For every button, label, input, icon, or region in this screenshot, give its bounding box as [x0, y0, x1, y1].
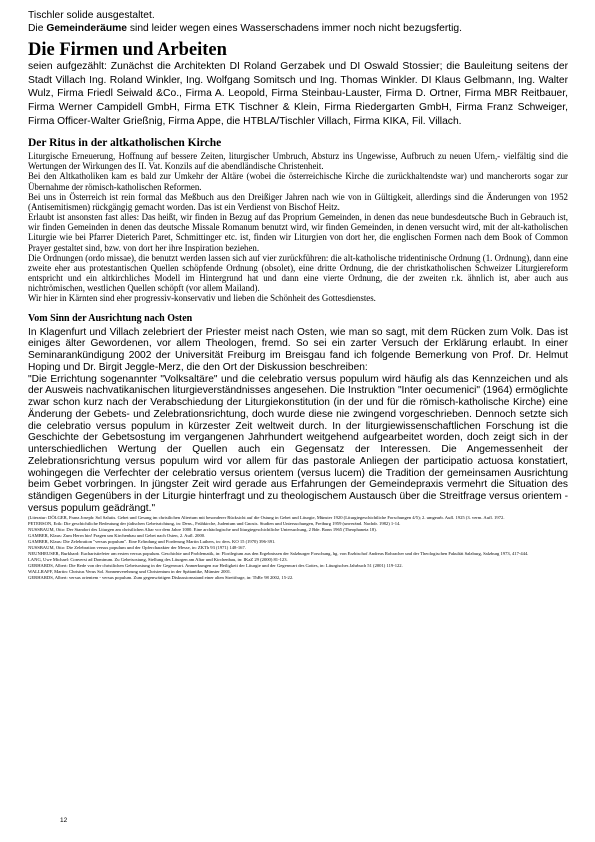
firms-heading: Die Firmen und Arbeiten	[28, 40, 227, 61]
ritus-heading: Der Ritus in der altkatholischen Kirche	[28, 137, 222, 150]
document-page	[28, 10, 568, 581]
page-number: 12	[60, 817, 68, 824]
intro-line-2-bold: Gemeinderäume	[46, 22, 128, 34]
ritus-paragraph: Liturgische Erneuerung, Hoffnung auf bessere Zeiten, liturgischer Umbruch, Absturz ins Ungewisse, Aufbruch zu neuen Ufern,- vielfältig sind die Wertungen der Wirkungen des II. Vat. Konzils auf die abendländische Christenheit.	[28, 151, 568, 172]
intro-line-2	[28, 23, 568, 36]
ritus-paragraph: Wir hier in Kärnten sind eher progressiv-konservativ und lieben die Schönheit des Gottesdienstes.	[28, 293, 376, 304]
reference-item: GERHARDS, Albert: Die Rede von der christlichen Gebetsostung in der Gegenwart. Anmerkungen zur Heiligkeit der Liturgie und der Gegenwart des Gottes, in: Liturgisches Jahrbuch 51 (2001) 119-122.	[28, 562, 403, 568]
ritus-paragraph: Bei den Altkatholiken kam es bald zur Umkehr der Altäre (wobei die österreichische Kirche die zurückhaltendste war) und mancherorts sogar zur Übernahme der römisch-katholischen Reformen.	[28, 171, 568, 192]
firms-text: seien aufgezählt: Zunächst die Architekten DI Roland Gerzabek und DI Oswald Stossier; die Bauleitung seitens der Stadt Villach Ing. Roland Winkler, Ing. Wolfgang Somitsch und Ing. Thomas Winkler. DI Klaus Gelbmann, Ing. Walter Wulz, Firma Friedl Seiwald &Co., Firma A. Leopold, Firma Steinbau-Lauster, Firma D. Ortner, Firma MBR Reitbauer, Firma Werner Campidell GmbH, Firma ETK Tischner & Klein, Firma Riedergarten GmbH, Firma Franz Schweiger, Firma Officer-Walter Grießnig, Firma Appe, die HTBLA/Tischler Villach, Firma KIKA, Fil. Villach.	[28, 61, 568, 127]
reference-item: NUSSBAUM, Otto: Der Standort des Liturgen am christlichen Altar vor dem Jahre 1000. Eine archäologische und liturgiegeschichtliche Untersuchung, 2 Bde. Bonn 1965 (Theophaneia 18).	[28, 526, 377, 532]
reference-item: GAMBER, Klaus: Zum Herrn hin! Fragen um Kirchenbau und Gebet nach Osten, 2. Aufl. 2000.	[28, 532, 206, 538]
reference-item: GAMBER, Klaus: Die Zelebration "versus populum". Eine Erfindung und Forderung Martin Luthers, in: ders. KO 15 (1970) 396-391.	[28, 538, 276, 544]
reference-item: LANG, Uwe Michael: Conversi ad Dominum. Zu Gebetsostung, Stellung des Liturgen am Altar und Kirchenbau, in: IKaZ 29 (2000) 81-123.	[28, 556, 288, 562]
ritus-paragraph: Die Ordnungen (ordo missae), die benutzt werden lassen sich auf vier zurückführen: die alt-katholische tridentinische Ordnung (1. Ordnung), dann eine zweite eher aus protestantischen Quellen schöpfende Ordnung (obsolet), eine dritte Ordnung, die der christkatholischen Schweizer Liturgiereform entspricht und ein altkirchliches Modell im Hintergrund hat und dann eine vierte Ordnung, die der zweiten r.k. ähnlich ist, aber auch aus nichtrömischen, westlichen Quellen schöpft (vor allem Mailand).	[28, 252, 568, 294]
osten-quote: "Die Errichtung sogenannter "Volksaltäre" und die celebratio versus populum wird häufig als das Kennzeichen und als der Ausweis nachvatikanischen liturgieverständnisses angesehen. Die Instruktion "Inter oecumenici" (1964) ermöglichte zwar schon kurz nach der Verabschiedung der Liturgiekonstitution (in der und für die römisch-katholische Kirche) eine Änderung der Gebets- und Zelebrationsrichtung, doch wurde diese nie zwingend vorgeschrieben. Dennoch setzte sich die celebratio versus populum in kürzester Zeit weltweit durch. In der liturgiewissenschaftlichen Forschung ist die Geschichte der Gebetsostung im vergangenen Jahrhundert weitgehend aufgearbeitet worden, doch zeigt sich in der unterschiedlichen Wertung der Quellen auch ein Gegensatz der Interessen. Die Angemessenheit der Zelebrationsrichtung versus populum wird vor allem für das pastorale Anliegen der participatio actuosa konstatiert, wohingegen die Verfechter der celebratio versus orientem (versus lucem) die Tradition der gemeinsamen Ausrichtung beim Gebet vorbringen. In jüngster Zeit wird gerade aus Erfahrungen der Gemeindepraxis vermehrt die Situation des ständigen Gegenübers in der Liturgie hinterfragt und zu theologischem Austausch über die Streitfrage versus orientem - versus populum geädrängt."	[28, 373, 568, 514]
reference-item: PETERSON, Erik: Die geschichtliche Bedeutung der jüdischen Gebetsrichtung, in: Dens., Frühkirche, Judentum und Gnosis. Studien und Untersuchungen, Freiburg 1959 (unveränd. Nachdr. 1982) 1-14.	[28, 520, 401, 526]
references	[28, 515, 568, 582]
reference-item: NUSSBAUM, Otto: Die Zelebration versus populum und der Opfercharakter der Messe, in: ZKTh 93 (1971) 148-167.	[28, 544, 246, 550]
osten-paragraph: In Klagenfurt und Villach zelebriert der Priester meist nach Osten, wie man so sagt, mit dem Rücken zum Volk. Das ist einiges älter Gewordenen, vor allem Theologen, fremd. So sei ein zarter Versuch der Erklärung erlaubt. In einer Seminarankündigung 2002 der Universität Freiburg im Breisgau fand ich folgende Bemerkung von Prof. Dr. Helmut Hoping und Dr. Birgit Jeggle-Merz, die den Ort der Diskussion beschreiben:	[28, 326, 568, 373]
osten-heading: Vom Sinn der Ausrichtung nach Osten	[28, 312, 193, 324]
ritus-paragraph: Bei uns in Österreich ist rein formal das Meßbuch aus den Dreißiger Jahren nach wie von in Gültigkeit, allerdings sind die Änderungen von 1952 (Antisemitismen) rückgängig gemacht worden. Das ist ein Verdienst von Bischof Heitz.	[28, 191, 568, 212]
ritus-paragraph: Erlaubt ist ansonsten fast alles: Das heißt, wir finden in Bezug auf das Proprium Gemeinden, in denen das neue bundesdeutsche Buch in Gebrauch ist, wir finden Gemeinden in denen das deutsche Missale Romanum benutzt wird, wir finden Gemeinden, in denen versucht wird, mit der alt-katholischen Liturgie wie bei Pfarrer Dieterich Paret, Schmittinger etc. ist, finden wir Liturgien von dort her, die englischen Formen nach dem Book of Common Prayer gestaltet sind, bzw. von dort her ihre Inspiration beziehen.	[28, 212, 568, 253]
reference-item: NEUNHEUSER, Burkhard: Eucharistiefeier am ersten versus populum. Geschichte und Problematik, in: Florilegium aus den Ergebnissen der Salzburger Forschung, hg. von Erzbischof Andreas Rohracher und der Theologischen Fakultät Salzburg, Salzburg 1973, 417-444.	[28, 550, 529, 556]
osten-section	[28, 327, 568, 515]
intro-line-2-prefix: Die	[28, 22, 47, 34]
reference-item: GERHARDS, Albert: versus orientem - versus populum. Zum gegenwärtigen Diskussionsstand einer alten Streitfrage, in: ThRv 98 2002, 15-22.	[28, 574, 294, 580]
intro-line-1: Tischler solide ausgestaltet.	[28, 10, 155, 21]
reference-item: (Literatur: DÖLGER, Franz Joseph: Sol Salutis. Gebet und Gesang im christlichen Altertum mit besonderer Rücksicht auf die Ostung in Gebet und Liturgie, Münster 1920 (Liturgiegeschichtliche Forschungen 4/5); 2. umgearb. Aufl. 1925 (3. verm. Aufl. 1972.	[28, 514, 505, 520]
reference-item: WALLRAFF, Martin: Christus Verus Sol. Sonnenverehrung und Christentum in der Spätantike, Münster 2001.	[28, 568, 232, 574]
intro-line-2-rest: sind leider wegen eines Wasserschadens immer noch nicht bezugsfertig.	[127, 22, 463, 34]
ritus-section	[28, 151, 568, 303]
